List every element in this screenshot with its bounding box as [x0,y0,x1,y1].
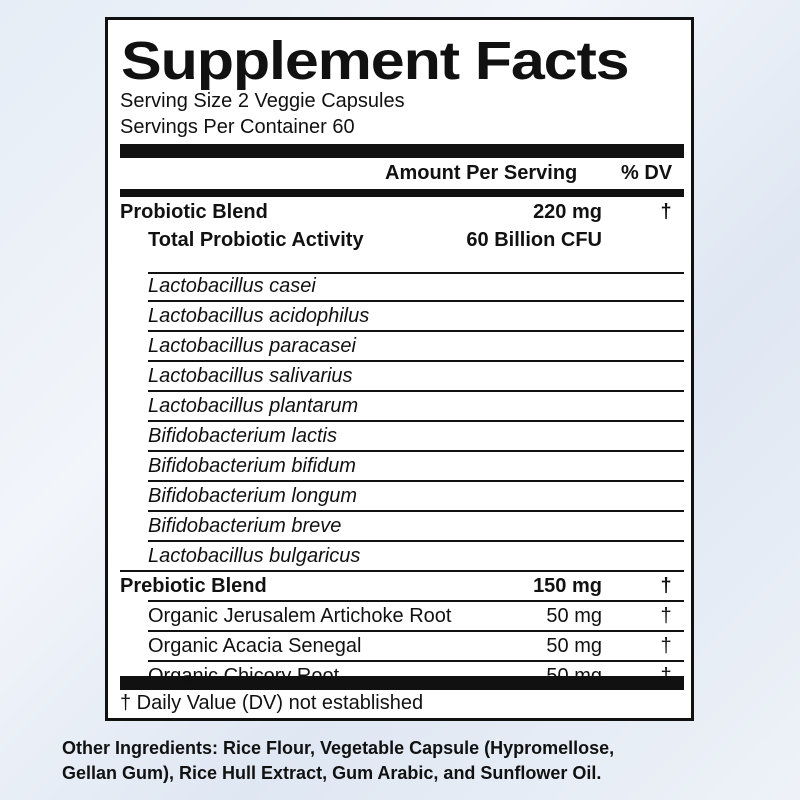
nutrient-row [120,198,684,226]
serving-size: Serving Size 2 Veggie Capsules [120,90,405,112]
other-ingredients-line-2: Gellan Gum), Rice Hull Extract, Gum Arabic, and Sunflower Oil. [62,763,602,783]
nutrient-row [120,512,684,540]
nutrient-dv: † [660,201,672,223]
header-amount-per-serving: Amount Per Serving [385,162,578,184]
nutrient-name: Lactobacillus bulgaricus [148,545,361,567]
nutrient-name: Bifidobacterium lactis [148,425,337,447]
nutrient-amount: 50 mg [546,605,602,627]
header-percent-dv: % DV [621,162,673,184]
panel-title: Supplement Facts [121,31,629,91]
nutrient-name: Probiotic Blend [120,201,268,223]
nutrient-amount: 220 mg [533,201,602,223]
nutrient-name: Lactobacillus salivarius [148,365,353,387]
nutrient-name: Bifidobacterium bifidum [148,455,356,477]
nutrient-amount: 50 mg [546,635,602,657]
nutrient-row [120,542,684,570]
nutrient-row [120,272,684,300]
other-ingredients [62,736,762,786]
nutrient-name: Total Probiotic Activity [148,229,364,251]
nutrient-name: Organic Chicory Root [148,665,340,687]
nutrient-row [120,632,684,660]
nutrient-row [120,302,684,330]
nutrient-name: Lactobacillus paracasei [148,335,356,357]
nutrient-dv: † [660,575,672,597]
nutrient-row [120,602,684,630]
nutrient-row [120,482,684,510]
supplement-facts-panel [105,17,694,721]
nutrient-dv: † [660,665,672,687]
nutrient-name: Lactobacillus casei [148,275,316,297]
nutrient-name: Lactobacillus plantarum [148,395,359,417]
nutrient-name: Organic Acacia Senegal [148,635,362,657]
nutrient-dv: † [660,605,672,627]
nutrient-amount: 60 Billion CFU [466,229,602,251]
nutrient-amount: 50 mg [546,665,602,687]
nutrient-row [120,452,684,480]
nutrient-row [120,662,684,690]
nutrient-name: Organic Jerusalem Artichoke Root [148,605,452,627]
thick-divider-header [120,189,684,197]
nutrient-name: Prebiotic Blend [120,575,267,597]
nutrient-amount: 150 mg [533,575,602,597]
nutrient-row [120,392,684,420]
nutrient-name: Lactobacillus acidophilus [148,305,370,327]
nutrient-row [120,226,684,254]
nutrient-row [120,572,684,600]
nutrient-row [120,422,684,450]
nutrient-row [120,332,684,360]
dv-footnote: † Daily Value (DV) not established [120,692,424,714]
other-ingredients-line-1: Other Ingredients: Rice Flour, Vegetable Capsule (Hypromellose, [62,738,615,758]
servings-per-container: Servings Per Container 60 [120,116,355,138]
nutrient-dv: † [660,635,672,657]
nutrient-row [120,362,684,390]
nutrient-name: Bifidobacterium longum [148,485,357,507]
nutrient-name: Bifidobacterium breve [148,515,342,537]
thick-divider-top [120,144,684,158]
